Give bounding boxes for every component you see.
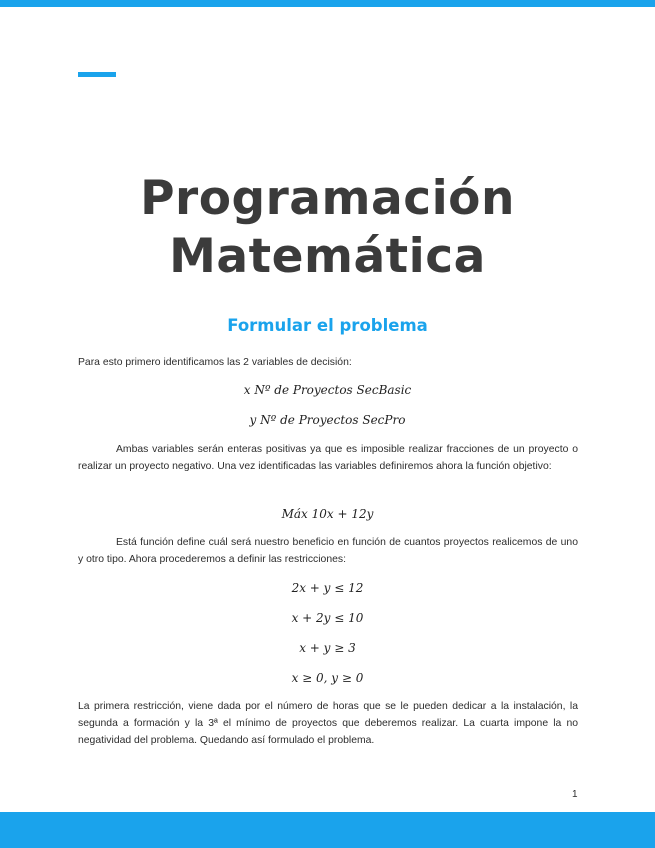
title-line-2: Matemática [169,229,486,284]
accent-dash [78,72,116,77]
intro-paragraph: Para esto primero identificamos las 2 variables de decisión: [78,357,352,368]
page-title [0,170,655,286]
bottom-accent-bar [0,812,655,848]
objective-function: Máx 10x + 12y [281,507,374,521]
constraint-4: x ≥ 0, y ≥ 0 [291,671,364,685]
constraint-1: 2x + y ≤ 12 [291,581,364,595]
section-heading: Formular el problema [227,316,428,335]
constraint-2: x + 2y ≤ 10 [291,611,364,625]
constraint-3: x + y ≥ 3 [299,641,356,655]
top-accent-bar [0,0,655,7]
objective-paragraph: Está función define cuál será nuestro beneficio en función de cuantos proyectos realicemos de uno y otro tipo. Ahora procederemos a definir las restricciones: [78,537,578,565]
conclusion-paragraph: La primera restricción, viene dada por el número de horas que se le pueden dedicar a la instalación, la segunda a formación y la 3ª el mínimo de proyectos que deberemos realizar. La cuarta impone la no negatividad del problema. Quedando así formulado el problema. [78,701,578,746]
variable-y-definition: y Nº de Proyectos SecPro [249,413,406,427]
title-line-1: Programación [140,171,515,226]
page-number: 1 [572,789,578,800]
variables-paragraph: Ambas variables serán enteras positivas ya que es imposible realizar fracciones de un proyecto o realizar un proyecto negativo. Una vez identificadas las variables definiremos ahora la función objetivo: [78,444,578,472]
variable-x-definition: x Nº de Proyectos SecBasic [243,383,412,397]
